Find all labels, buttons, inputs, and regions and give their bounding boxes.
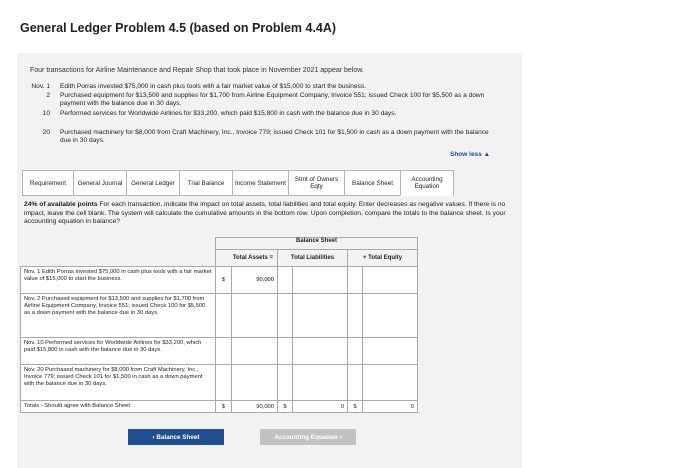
- tab-trial-balance[interactable]: Trial Balance: [179, 170, 233, 196]
- tab-income-statement[interactable]: Income Statement: [232, 170, 289, 196]
- balance-sheet-group-header: Balance Sheet: [216, 238, 418, 250]
- liabilities-cell-nov20[interactable]: [293, 365, 348, 401]
- show-less-toggle[interactable]: Show less ▲: [450, 151, 491, 158]
- equity-cell-nov1[interactable]: [363, 267, 418, 294]
- col-header-total-liabilities: Total Liabilities: [278, 250, 348, 267]
- col-header-total-equity: + Total Equity: [348, 250, 418, 267]
- dollar-sign: $: [278, 401, 293, 413]
- transaction-text: Edith Porras invested $75,000 in cash plus tools with a fair market value of $15,000 to start the business.: [60, 83, 367, 90]
- transaction-date: 20: [42, 129, 50, 136]
- dollar-sign: [216, 365, 232, 401]
- totals-equity: 0: [363, 401, 418, 413]
- col-header-total-assets: Total Assets =: [216, 250, 278, 267]
- dollar-sign: [348, 365, 363, 401]
- liabilities-input-nov20[interactable]: [304, 380, 344, 386]
- tab-stmt-owners-eqty[interactable]: Stmt of Owners Eqty: [288, 170, 345, 196]
- equity-input-nov20[interactable]: [374, 380, 414, 386]
- table-corner: [21, 238, 216, 250]
- equity-cell-nov10[interactable]: [363, 338, 418, 365]
- dollar-sign: [278, 294, 293, 338]
- liabilities-input-nov2[interactable]: [304, 313, 344, 319]
- liabilities-cell-nov2[interactable]: [293, 294, 348, 338]
- assets-cell-nov10[interactable]: [231, 338, 277, 365]
- dollar-sign: [348, 267, 363, 294]
- liabilities-input-nov10[interactable]: [304, 348, 344, 354]
- liabilities-cell-nov10[interactable]: [293, 338, 348, 365]
- totals-liabilities: 0: [293, 401, 348, 413]
- requirement-tabs: [22, 170, 453, 196]
- instructions: [24, 201, 509, 227]
- liabilities-cell-nov1[interactable]: [293, 267, 348, 294]
- transaction-date: 2: [46, 92, 50, 99]
- assets-input-nov2[interactable]: [234, 313, 274, 319]
- dollar-sign: [216, 338, 232, 365]
- transaction-item: [28, 110, 500, 118]
- dollar-sign: [348, 294, 363, 338]
- equity-input-nov2[interactable]: [374, 313, 414, 319]
- assets-input-nov1[interactable]: [234, 277, 274, 283]
- dollar-sign: [278, 338, 293, 365]
- tab-accounting-equation[interactable]: Accounting Equation: [400, 170, 454, 196]
- transaction-text: Purchased machinery for $8,000 from Craft Machinery, Inc., Invoice 779; issued Check 101 for $1,500 in cash as a down payment with the balance due in 30 days.: [60, 129, 489, 144]
- liabilities-input-nov1[interactable]: [304, 277, 344, 283]
- transaction-item: [28, 92, 500, 108]
- equity-cell-nov2[interactable]: [363, 294, 418, 338]
- next-accounting-equation-button[interactable]: Accounting Equation ›: [260, 429, 356, 445]
- assets-input-nov20[interactable]: [234, 380, 274, 386]
- tab-general-ledger[interactable]: General Ledger: [126, 170, 180, 196]
- equity-input-nov10[interactable]: [374, 348, 414, 354]
- instructions-text: For each transaction, indicate the impact on total assets, total liabilities and total equity. Enter decreases as negative values. If there is no impact, leave the cell blank. The system will calculate the cumulative amounts in the bottom row. Upon completion, compare the totals to the balance sheet. Is your accounting equation in balance?: [24, 201, 506, 225]
- transaction-item: [28, 83, 500, 91]
- row-label-totals: Totals - Should agree with Balance Sheet: [21, 401, 216, 413]
- dollar-sign: [348, 338, 363, 365]
- assets-cell-nov1[interactable]: [231, 267, 277, 294]
- row-label-nov1: Nov. 1 Edith Porras invested $75,000 in cash plus tools with a fair market value of $15,000 to start the business.: [21, 267, 216, 294]
- dollar-sign: $: [216, 267, 232, 294]
- transaction-date: 10: [42, 110, 50, 117]
- assets-cell-nov20[interactable]: [231, 365, 277, 401]
- row-label-nov20: Nov. 20 Purchased machinery for $8,000 from Craft Machinery, Inc., Invoice 779; issued Check 101 for $1,500 in cash as a down payment with the balance due in 30 days.: [21, 365, 216, 401]
- dollar-sign: [278, 365, 293, 401]
- assets-input-nov10[interactable]: [234, 348, 274, 354]
- tab-balance-sheet[interactable]: Balance Sheet: [344, 170, 401, 196]
- dollar-sign: [216, 294, 232, 338]
- transaction-item: [28, 129, 500, 145]
- totals-assets: 90,000: [231, 401, 277, 413]
- row-label-nov10: Nov. 10 Performed services for Worldwide Airlines for $33,200, which paid $15,800 in cash with the balance due in 30 days.: [21, 338, 216, 365]
- transaction-date: Nov. 1: [31, 83, 50, 90]
- accounting-equation-table: [20, 237, 418, 413]
- prev-balance-sheet-button[interactable]: ‹ Balance Sheet: [128, 429, 224, 445]
- tab-general-journal[interactable]: General Journal: [73, 170, 127, 196]
- dollar-sign: [278, 267, 293, 294]
- instructions-points: 24% of available points: [24, 201, 98, 208]
- page-title: General Ledger Problem 4.5 (based on Problem 4.4A): [20, 21, 337, 35]
- dollar-sign: $: [348, 401, 363, 413]
- tab-requirement[interactable]: Requirement: [22, 170, 74, 196]
- equity-cell-nov20[interactable]: [363, 365, 418, 401]
- dollar-sign: $: [216, 401, 232, 413]
- transaction-text: Purchased equipment for $13,500 and supplies for $1,700 from Airline Equipment Company, Invoice 551; issued Check 100 for $5,500 as a down payment with the balance due in 30 days.: [60, 92, 485, 107]
- problem-intro: Four transactions for Airline Maintenance and Repair Shop that took place in November 2021 appear below.: [30, 67, 364, 74]
- table-corner-sub: [21, 250, 216, 267]
- row-label-nov2: Nov. 2 Purchased equipment for $13,500 and supplies for $1,700 from Airline Equipment Company, Invoice 551; issued Check 100 for $5,500 as a down payment with the balance due in 30 days.: [21, 294, 216, 338]
- assets-cell-nov2[interactable]: [231, 294, 277, 338]
- equity-input-nov1[interactable]: [374, 277, 414, 283]
- transaction-text: Performed services for Worldwide Airlines for $33,200, which paid $15,800 in cash with the balance due in 30 days.: [60, 110, 397, 117]
